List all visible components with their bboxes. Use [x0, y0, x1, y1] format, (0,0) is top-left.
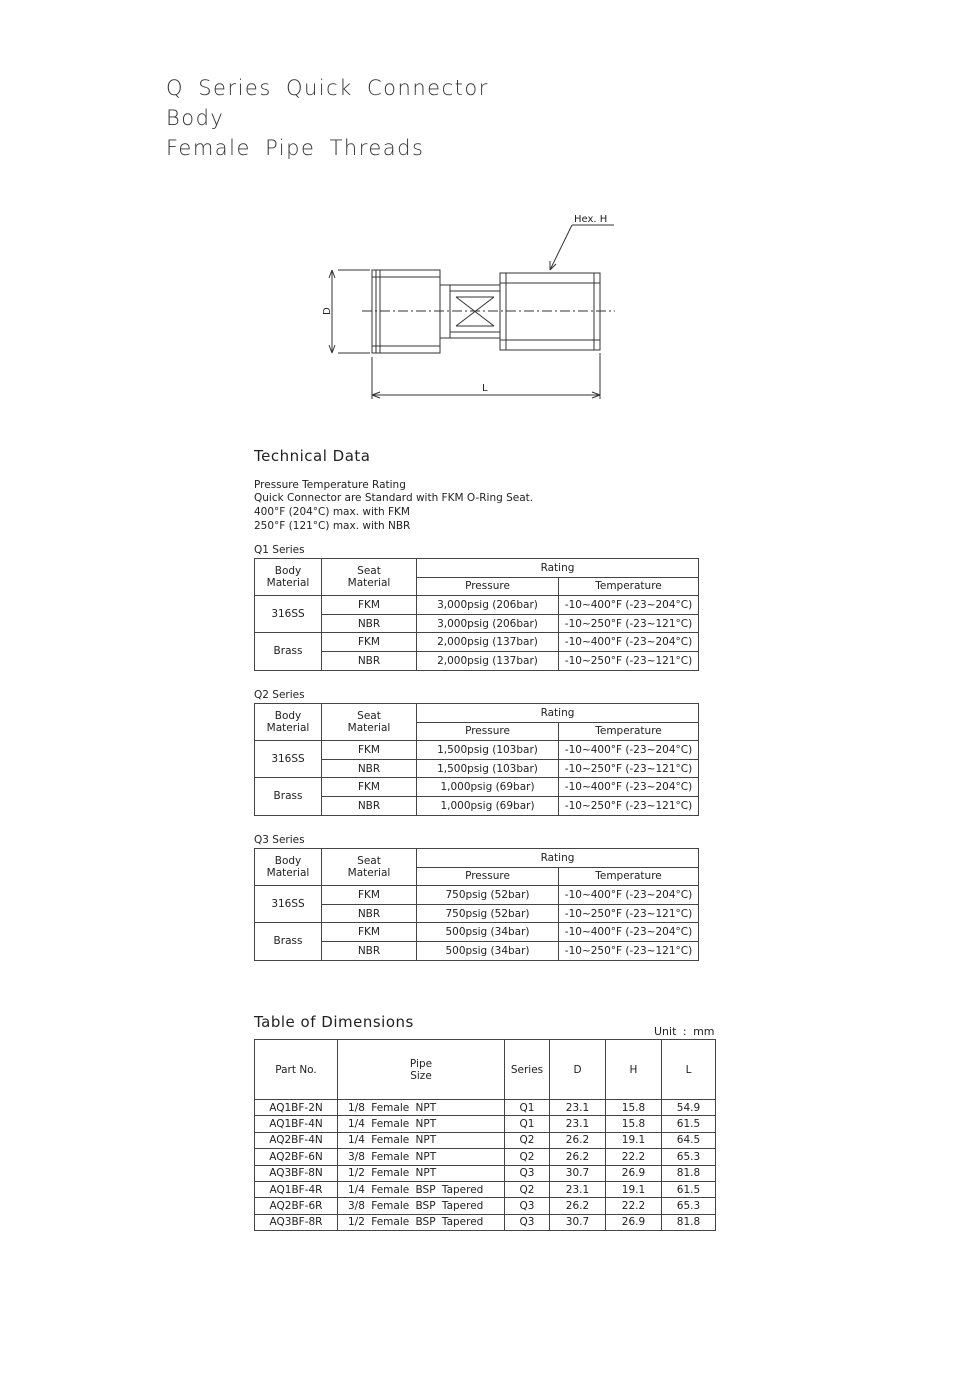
- table-row: [255, 651, 699, 670]
- temperature-cell: -10~400°F (-23~204°C): [559, 596, 699, 615]
- series-cell: Q3: [505, 1198, 550, 1214]
- header-rating: Rating: [417, 849, 699, 868]
- part-no-cell: AQ3BF-8N: [255, 1165, 338, 1181]
- header-rating: Rating: [417, 559, 699, 578]
- temperature-cell: -10~250°F (-23~121°C): [559, 759, 699, 778]
- part-no-cell: AQ3BF-8R: [255, 1214, 338, 1230]
- header-series: Series: [505, 1040, 550, 1100]
- pressure-cell: 3,000psig (206bar): [417, 596, 559, 615]
- seat-cell: NBR: [322, 941, 417, 960]
- d-cell: 23.1: [550, 1181, 606, 1197]
- l-cell: 81.8: [662, 1214, 716, 1230]
- pipe-size-cell: 1/4 Female NPT: [338, 1132, 505, 1148]
- body-material-cell: Brass: [255, 778, 322, 815]
- header-pressure: Pressure: [417, 867, 559, 886]
- table-row: [255, 1214, 716, 1230]
- l-cell: 65.3: [662, 1198, 716, 1214]
- d-cell: 23.1: [550, 1100, 606, 1116]
- series-cell: Q1: [505, 1100, 550, 1116]
- table-row: [255, 1165, 716, 1181]
- temperature-cell: -10~400°F (-23~204°C): [559, 886, 699, 905]
- pipe-size-cell: 1/4 Female BSP Tapered: [338, 1181, 505, 1197]
- seat-cell: NBR: [322, 796, 417, 815]
- seat-cell: FKM: [322, 596, 417, 615]
- table-row: [255, 633, 699, 652]
- seat-cell: NBR: [322, 614, 417, 633]
- temperature-cell: -10~400°F (-23~204°C): [559, 778, 699, 797]
- table-row: [255, 778, 699, 797]
- d-cell: 30.7: [550, 1214, 606, 1230]
- pipe-size-cell: 1/2 Female BSP Tapered: [338, 1214, 505, 1230]
- d-cell: 26.2: [550, 1198, 606, 1214]
- part-no-cell: AQ1BF-4R: [255, 1181, 338, 1197]
- header-h: H: [606, 1040, 662, 1100]
- header-part-no: Part No.: [255, 1040, 338, 1100]
- header-d: D: [550, 1040, 606, 1100]
- tech-note: 400°F (204°C) max. with FKM: [254, 506, 410, 518]
- pipe-size-cell: 1/4 Female NPT: [338, 1116, 505, 1132]
- table-row: [255, 1198, 716, 1214]
- pressure-cell: 1,500psig (103bar): [417, 759, 559, 778]
- seat-cell: FKM: [322, 633, 417, 652]
- h-cell: 26.9: [606, 1214, 662, 1230]
- seat-cell: FKM: [322, 741, 417, 760]
- l-cell: 81.8: [662, 1165, 716, 1181]
- header-temperature: Temperature: [559, 722, 699, 741]
- pressure-cell: 500psig (34bar): [417, 941, 559, 960]
- header-seat-material: Seat Material: [322, 704, 417, 741]
- table-row: [255, 1149, 716, 1165]
- header-pipe-size: Pipe Size: [338, 1040, 505, 1100]
- pressure-cell: 1,000psig (69bar): [417, 778, 559, 797]
- temperature-cell: -10~250°F (-23~121°C): [559, 614, 699, 633]
- temperature-cell: -10~400°F (-23~204°C): [559, 633, 699, 652]
- tech-note: Pressure Temperature Rating: [254, 479, 406, 491]
- d-cell: 30.7: [550, 1165, 606, 1181]
- table-row: [255, 596, 699, 615]
- header-temperature: Temperature: [559, 867, 699, 886]
- series-cell: Q2: [505, 1149, 550, 1165]
- tech-note: 250°F (121°C) max. with NBR: [254, 520, 411, 532]
- h-cell: 19.1: [606, 1181, 662, 1197]
- l-dimension-label: L: [482, 383, 488, 394]
- table-row: [255, 923, 699, 942]
- pressure-cell: 500psig (34bar): [417, 923, 559, 942]
- table-row: [255, 904, 699, 923]
- d-dimension-label: D: [322, 307, 333, 315]
- d-cell: 26.2: [550, 1132, 606, 1148]
- table-row: [255, 614, 699, 633]
- page-title: Q Series Quick Connector: [166, 76, 489, 100]
- header-body-material: Body Material: [255, 849, 322, 886]
- seat-cell: NBR: [322, 904, 417, 923]
- temperature-cell: -10~400°F (-23~204°C): [559, 923, 699, 942]
- dimensions-heading: Table of Dimensions: [254, 1013, 414, 1031]
- technical-data-heading: Technical Data: [254, 447, 371, 465]
- q3-rating-table: [254, 848, 699, 961]
- body-material-cell: 316SS: [255, 596, 322, 633]
- temperature-cell: -10~250°F (-23~121°C): [559, 796, 699, 815]
- l-cell: 61.5: [662, 1181, 716, 1197]
- seat-cell: FKM: [322, 923, 417, 942]
- q1-series-label: Q1 Series: [254, 544, 305, 556]
- seat-cell: FKM: [322, 778, 417, 797]
- temperature-cell: -10~250°F (-23~121°C): [559, 651, 699, 670]
- header-l: L: [662, 1040, 716, 1100]
- table-row: [255, 1132, 716, 1148]
- series-cell: Q3: [505, 1214, 550, 1230]
- series-cell: Q3: [505, 1165, 550, 1181]
- part-no-cell: AQ1BF-2N: [255, 1100, 338, 1116]
- hex-h-label: Hex. H: [574, 214, 608, 225]
- pipe-size-cell: 3/8 Female NPT: [338, 1149, 505, 1165]
- header-body-material: Body Material: [255, 559, 322, 596]
- table-row: [255, 1100, 716, 1116]
- h-cell: 15.8: [606, 1116, 662, 1132]
- header-pressure: Pressure: [417, 722, 559, 741]
- part-no-cell: AQ1BF-4N: [255, 1116, 338, 1132]
- pressure-cell: 750psig (52bar): [417, 904, 559, 923]
- temperature-cell: -10~250°F (-23~121°C): [559, 904, 699, 923]
- header-seat-material: Seat Material: [322, 559, 417, 596]
- unit-label: Unit : mm: [654, 1025, 715, 1038]
- pressure-cell: 1,500psig (103bar): [417, 741, 559, 760]
- pressure-cell: 1,000psig (69bar): [417, 796, 559, 815]
- pressure-cell: 750psig (52bar): [417, 886, 559, 905]
- table-row: [255, 1181, 716, 1197]
- body-material-cell: Brass: [255, 923, 322, 960]
- header-seat-material: Seat Material: [322, 849, 417, 886]
- series-cell: Q2: [505, 1132, 550, 1148]
- h-cell: 19.1: [606, 1132, 662, 1148]
- pipe-size-cell: 1/8 Female NPT: [338, 1100, 505, 1116]
- series-cell: Q2: [505, 1181, 550, 1197]
- temperature-cell: -10~400°F (-23~204°C): [559, 741, 699, 760]
- table-row: [255, 886, 699, 905]
- page-subtitle-threads: Female Pipe Threads: [166, 136, 425, 160]
- q1-rating-table: [254, 558, 699, 671]
- q3-series-label: Q3 Series: [254, 834, 305, 846]
- l-cell: 64.5: [662, 1132, 716, 1148]
- header-pressure: Pressure: [417, 577, 559, 596]
- l-cell: 61.5: [662, 1116, 716, 1132]
- table-row: [255, 796, 699, 815]
- body-material-cell: 316SS: [255, 741, 322, 778]
- h-cell: 22.2: [606, 1198, 662, 1214]
- table-row: [255, 1116, 716, 1132]
- h-cell: 15.8: [606, 1100, 662, 1116]
- body-material-cell: 316SS: [255, 886, 322, 923]
- d-cell: 23.1: [550, 1116, 606, 1132]
- q2-rating-table: [254, 703, 699, 816]
- d-cell: 26.2: [550, 1149, 606, 1165]
- series-cell: Q1: [505, 1116, 550, 1132]
- pressure-cell: 3,000psig (206bar): [417, 614, 559, 633]
- h-cell: 22.2: [606, 1149, 662, 1165]
- pipe-size-cell: 1/2 Female NPT: [338, 1165, 505, 1181]
- dimensions-table: [254, 1039, 716, 1231]
- pipe-size-cell: 3/8 Female BSP Tapered: [338, 1198, 505, 1214]
- table-row: [255, 941, 699, 960]
- pressure-cell: 2,000psig (137bar): [417, 651, 559, 670]
- temperature-cell: -10~250°F (-23~121°C): [559, 941, 699, 960]
- part-no-cell: AQ2BF-6R: [255, 1198, 338, 1214]
- part-no-cell: AQ2BF-4N: [255, 1132, 338, 1148]
- body-material-cell: Brass: [255, 633, 322, 670]
- header-temperature: Temperature: [559, 577, 699, 596]
- l-cell: 54.9: [662, 1100, 716, 1116]
- table-row: [255, 741, 699, 760]
- q2-series-label: Q2 Series: [254, 689, 305, 701]
- page-subtitle-body: Body: [166, 106, 225, 130]
- connector-drawing: [310, 205, 630, 405]
- header-body-material: Body Material: [255, 704, 322, 741]
- seat-cell: NBR: [322, 651, 417, 670]
- header-rating: Rating: [417, 704, 699, 723]
- pressure-cell: 2,000psig (137bar): [417, 633, 559, 652]
- l-cell: 65.3: [662, 1149, 716, 1165]
- seat-cell: NBR: [322, 759, 417, 778]
- seat-cell: FKM: [322, 886, 417, 905]
- part-no-cell: AQ2BF-6N: [255, 1149, 338, 1165]
- h-cell: 26.9: [606, 1165, 662, 1181]
- table-row: [255, 759, 699, 778]
- tech-note: Quick Connector are Standard with FKM O-Ring Seat.: [254, 492, 534, 504]
